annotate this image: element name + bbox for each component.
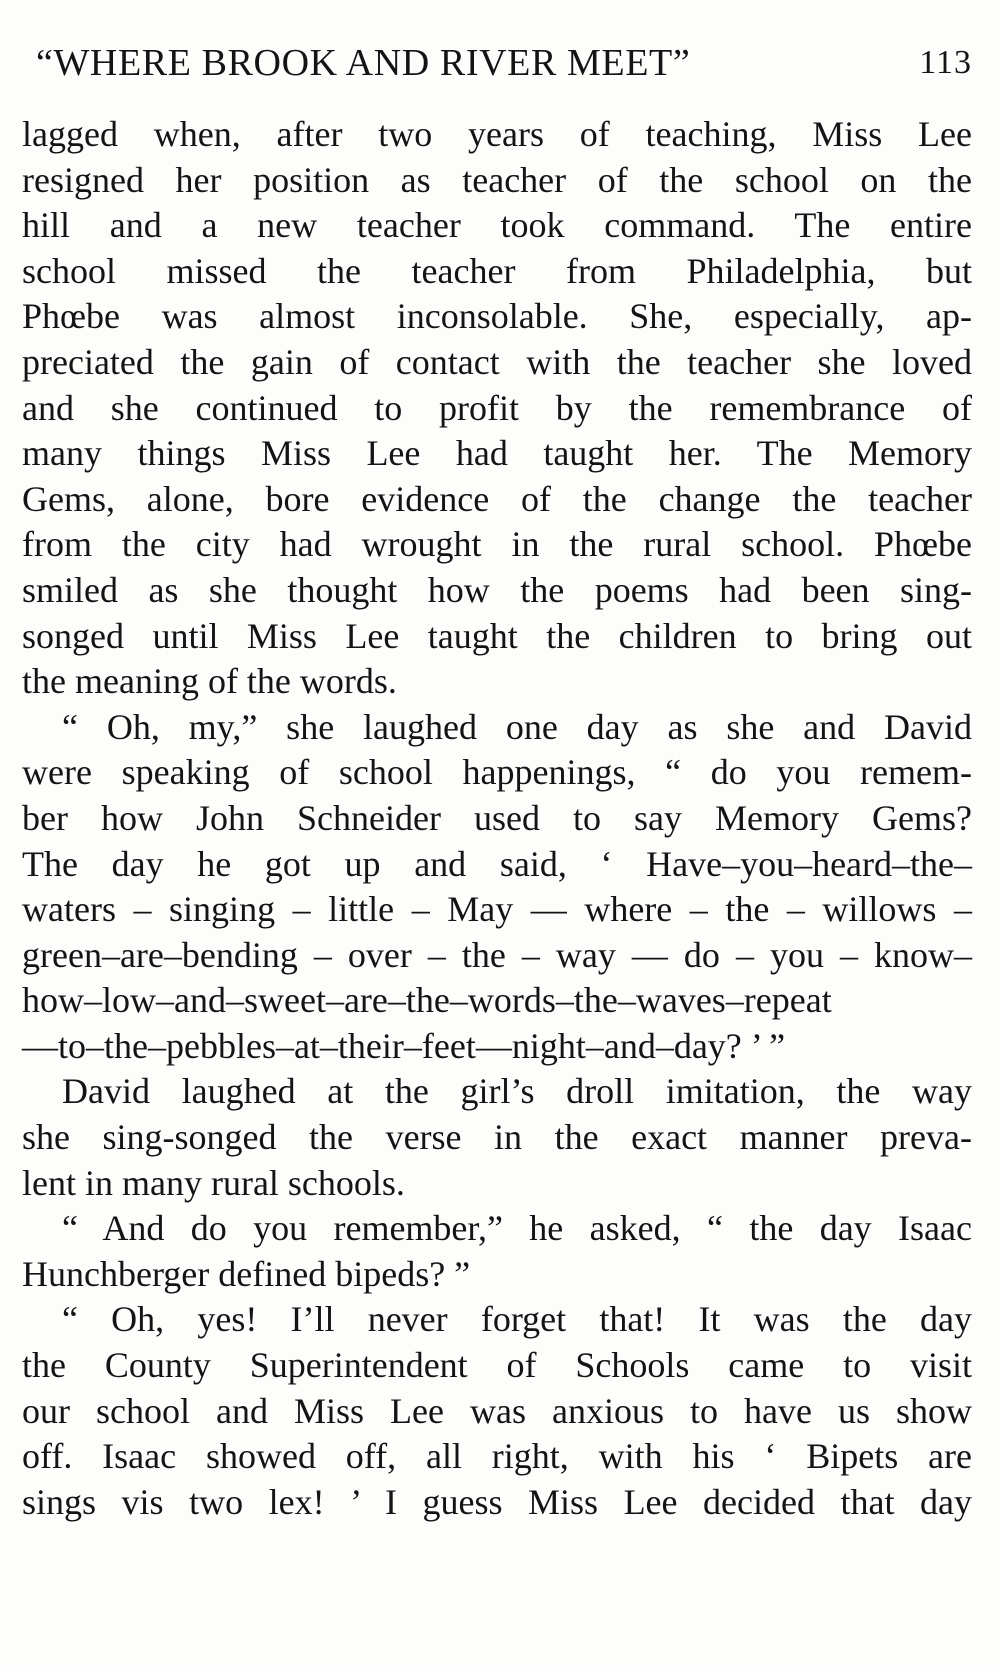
body-text xyxy=(22,112,972,1525)
text-line: from the city had wrought in the rural school. Phœbe xyxy=(22,524,972,565)
text-line: sings vis two lex! ’ I guess Miss Lee decided that day xyxy=(22,1481,972,1522)
text-line: preciated the gain of contact with the teacher she loved xyxy=(22,341,972,382)
text-line: songed until Miss Lee taught the children to bring out xyxy=(22,615,972,656)
text-line: Phœbe was almost inconsolable. She, especially, ap- xyxy=(22,296,972,337)
text-line: lent in many rural schools. xyxy=(22,1162,405,1203)
text-line: “ Oh, my,” she laughed one day as she and David xyxy=(62,706,972,747)
text-line: the meaning of the words. xyxy=(22,661,397,702)
text-line: Gems, alone, bore evidence of the change the teacher xyxy=(22,478,972,519)
running-head xyxy=(22,38,972,88)
text-line: off. Isaac showed off, all right, with his ‘ Bipets are xyxy=(22,1436,972,1477)
chapter-title: “WHERE BROOK AND RIVER MEET” xyxy=(36,42,691,84)
text-line: she sing-songed the verse in the exact manner preva- xyxy=(22,1117,972,1158)
text-line: “ Oh, yes! I’ll never forget that! It was the day xyxy=(62,1299,972,1340)
text-line: ber how John Schneider used to say Memory Gems? xyxy=(22,797,972,838)
text-line: hill and a new teacher took command. The entire xyxy=(22,205,972,246)
text-line: smiled as she thought how the poems had been sing- xyxy=(22,569,972,610)
text-line: and she continued to profit by the remembrance of xyxy=(22,387,972,428)
text-line: our school and Miss Lee was anxious to have us show xyxy=(22,1390,972,1431)
text-line: many things Miss Lee had taught her. The Memory xyxy=(22,433,972,474)
text-line: “ And do you remember,” he asked, “ the day Isaac xyxy=(62,1208,972,1249)
page-number: 113 xyxy=(919,44,972,81)
text-line: green–are–bending – over – the – way — do – you – know– xyxy=(22,934,972,975)
text-line: lagged when, after two years of teaching, Miss Lee xyxy=(22,114,972,154)
text-line: Hunchberger defined bipeds? ” xyxy=(22,1253,471,1294)
text-line: resigned her position as teacher of the school on the xyxy=(22,159,972,200)
text-line: how–low–and–sweet–are–the–words–the–waves–repeat xyxy=(22,980,832,1021)
text-line: school missed the teacher from Philadelphia, but xyxy=(22,250,972,291)
text-line: waters – singing – little – May — where – the – willows – xyxy=(22,889,972,930)
text-line: the County Superintendent of Schools came to visit xyxy=(22,1345,972,1386)
text-line: were speaking of school happenings, “ do you remem- xyxy=(22,752,972,793)
text-line: —to–the–pebbles–at–their–feet—night–and–day? ’ ” xyxy=(22,1025,786,1066)
text-line: The day he got up and said, ‘ Have–you–heard–the– xyxy=(22,843,972,884)
text-line: David laughed at the girl’s droll imitation, the way xyxy=(62,1071,972,1112)
